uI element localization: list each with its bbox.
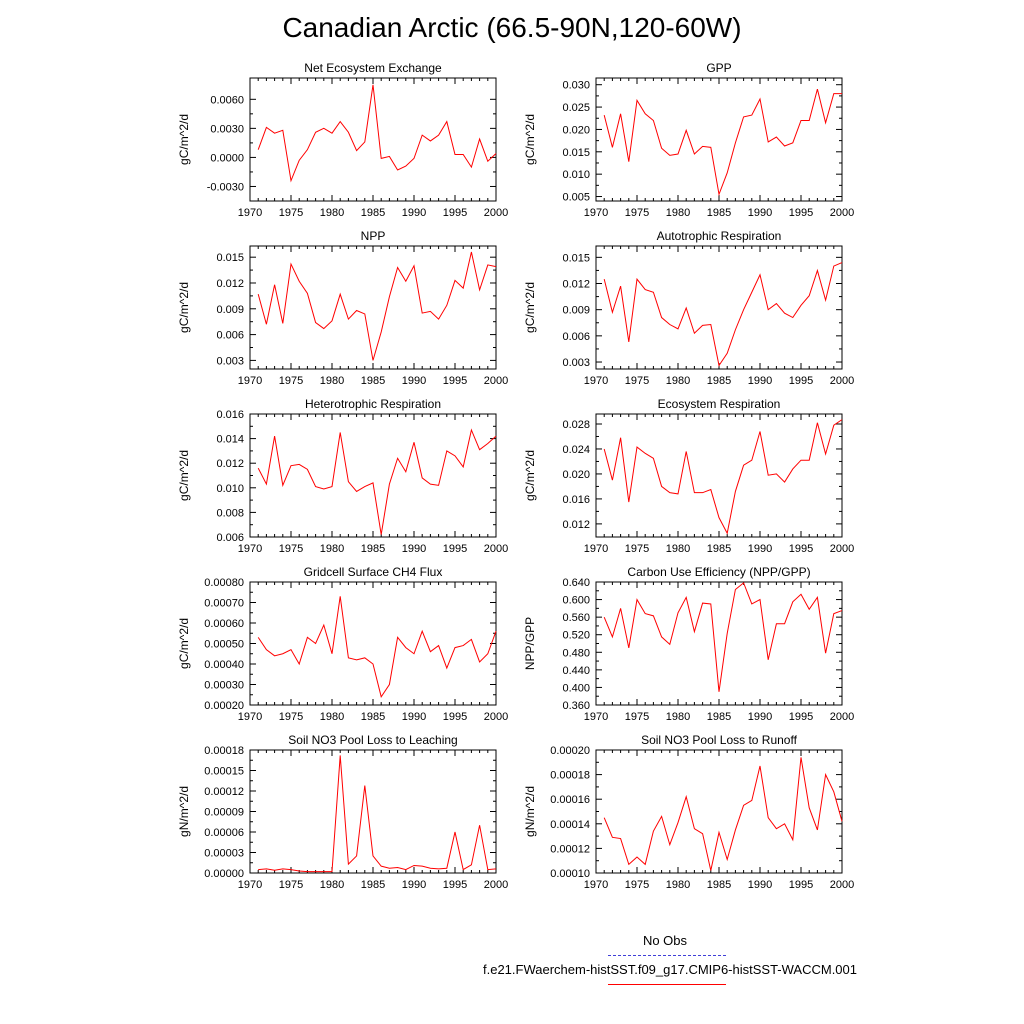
y-tick-label: 0.00020: [204, 700, 244, 712]
y-axis-label: gC/m^2/d: [523, 114, 537, 165]
series-line: [258, 755, 496, 871]
x-tick-label: 1970: [237, 543, 263, 555]
panel-title: Carbon Use Efficiency (NPP/GPP): [627, 565, 811, 579]
x-tick-label: 1975: [624, 711, 650, 723]
y-tick-label: 0.520: [562, 629, 590, 642]
y-tick-label: 0.012: [216, 458, 244, 471]
y-axis-label: gC/m^2/d: [177, 282, 191, 333]
y-axis-label: gC/m^2/d: [177, 618, 191, 669]
plot-frame: [250, 246, 496, 369]
x-tick-label: 1985: [706, 711, 732, 723]
x-tick-label: 1980: [665, 543, 691, 555]
x-tick-label: 1980: [319, 711, 345, 723]
panel-title: NPP: [360, 229, 386, 243]
series-line: [258, 596, 496, 696]
chart-panel-8: [523, 565, 854, 723]
y-tick-label: 0.016: [216, 409, 244, 421]
y-axis-label: gN/m^2/d: [177, 786, 191, 837]
y-tick-label: 0.00018: [550, 769, 590, 782]
y-tick-label: 0.00018: [204, 745, 244, 757]
plot-frame: [596, 78, 842, 201]
legend-model-line: [608, 984, 726, 985]
y-tick-label: 0.00012: [550, 843, 590, 856]
x-tick-label: 1975: [624, 543, 650, 555]
panel-title: Soil NO3 Pool Loss to Runoff: [641, 733, 797, 747]
x-tick-label: 1985: [360, 375, 386, 387]
x-tick-label: 1985: [706, 375, 732, 387]
series-line: [604, 583, 842, 692]
y-tick-label: 0.00030: [204, 679, 244, 692]
chart-panel-6: [523, 397, 854, 555]
y-tick-label: 0.00016: [550, 794, 590, 807]
x-tick-label: 1985: [360, 207, 386, 219]
y-tick-label: 0.00012: [204, 786, 244, 798]
x-tick-label: 1975: [278, 879, 304, 891]
plot-frame: [250, 78, 496, 201]
y-tick-label: 0.003: [216, 355, 244, 368]
x-tick-label: 2000: [829, 207, 855, 219]
x-tick-label: 1970: [237, 879, 263, 891]
x-tick-label: 2000: [829, 375, 855, 387]
y-tick-label: 0.010: [562, 169, 590, 182]
y-axis-label: gC/m^2/d: [523, 450, 537, 501]
y-tick-label: 0.015: [562, 252, 590, 265]
y-tick-label: 0.00070: [204, 597, 244, 610]
y-tick-label: 0.00000: [204, 868, 244, 880]
y-tick-label: 0.012: [562, 278, 590, 291]
x-tick-label: 1990: [747, 543, 773, 555]
x-tick-label: 1970: [583, 375, 609, 387]
x-tick-label: 1995: [442, 711, 468, 723]
x-tick-label: 1990: [747, 879, 773, 891]
x-tick-label: 1975: [278, 375, 304, 387]
x-tick-label: 1970: [583, 711, 609, 723]
y-tick-label: 0.00015: [204, 765, 244, 778]
legend-obs-label: No Obs: [642, 933, 688, 948]
y-tick-label: 0.006: [216, 532, 244, 544]
x-tick-label: 1995: [788, 375, 814, 387]
legend-obs-line: [608, 955, 726, 956]
y-tick-label: 0.016: [562, 493, 590, 506]
y-axis-label: gC/m^2/d: [523, 282, 537, 333]
y-tick-label: 0.006: [562, 330, 590, 343]
x-tick-label: 1975: [624, 207, 650, 219]
y-tick-label: 0.012: [216, 277, 244, 290]
x-tick-label: 1985: [706, 543, 732, 555]
y-tick-label: 0.015: [216, 252, 244, 265]
y-tick-label: 0.012: [562, 518, 590, 531]
x-tick-label: 1975: [624, 879, 650, 891]
y-tick-label: 0.025: [562, 102, 590, 115]
panel-title: GPP: [706, 61, 732, 75]
x-tick-label: 1980: [319, 543, 345, 555]
plot-frame: [596, 750, 842, 873]
y-tick-label: 0.009: [216, 303, 244, 316]
y-tick-label: 0.00060: [204, 618, 244, 630]
y-tick-label: 0.009: [562, 304, 590, 317]
y-tick-label: 0.00006: [204, 827, 244, 839]
y-tick-label: 0.640: [562, 577, 590, 589]
chart-panel-9: [177, 733, 508, 891]
chart-panel-2: [523, 61, 854, 219]
series-line: [604, 89, 842, 194]
y-tick-label: 0.360: [562, 700, 590, 712]
y-tick-label: 0.0000: [210, 152, 244, 165]
x-tick-label: 1995: [788, 879, 814, 891]
x-tick-label: 1975: [278, 207, 304, 219]
y-tick-label: 0.008: [216, 507, 244, 520]
x-tick-label: 2000: [483, 207, 509, 219]
y-tick-label: 0.480: [562, 647, 590, 660]
y-tick-label: 0.600: [562, 594, 590, 607]
x-tick-label: 1985: [360, 879, 386, 891]
x-tick-label: 1990: [401, 207, 427, 219]
x-tick-label: 2000: [483, 375, 509, 387]
x-tick-label: 1990: [401, 543, 427, 555]
y-tick-label: 0.024: [562, 443, 590, 456]
y-tick-label: 0.00080: [204, 577, 244, 589]
chart-panel-5: [177, 397, 508, 555]
x-tick-label: 1995: [788, 207, 814, 219]
chart-panel-7: [177, 565, 508, 723]
y-axis-label: gN/m^2/d: [523, 786, 537, 837]
y-tick-label: 0.014: [216, 433, 244, 446]
figure-title: Canadian Arctic (66.5-90N,120-60W): [282, 12, 742, 43]
x-tick-label: 1980: [319, 375, 345, 387]
x-tick-label: 1980: [665, 711, 691, 723]
y-tick-label: 0.00050: [204, 638, 244, 651]
x-tick-label: 1970: [237, 207, 263, 219]
y-tick-label: 0.006: [216, 329, 244, 342]
x-tick-label: 1970: [583, 543, 609, 555]
y-tick-label: 0.028: [562, 418, 590, 431]
x-tick-label: 2000: [829, 711, 855, 723]
x-tick-label: 2000: [483, 879, 509, 891]
x-tick-label: 1990: [747, 375, 773, 387]
x-tick-label: 1980: [665, 879, 691, 891]
x-tick-label: 1980: [665, 375, 691, 387]
x-tick-label: 1985: [360, 543, 386, 555]
plot-frame: [250, 582, 496, 705]
legend-model-label: f.e21.FWaerchem-histSST.f09_g17.CMIP6-histSST-WACCM.001: [483, 962, 857, 977]
series-line: [604, 420, 842, 534]
y-tick-label: 0.0060: [210, 94, 244, 107]
x-tick-label: 1970: [583, 207, 609, 219]
x-tick-label: 2000: [829, 879, 855, 891]
x-tick-label: 1980: [665, 207, 691, 219]
chart-panel-1: [177, 61, 508, 219]
y-tick-label: 0.005: [562, 191, 590, 204]
x-tick-label: 1970: [237, 375, 263, 387]
x-tick-label: 1990: [401, 375, 427, 387]
y-tick-label: 0.560: [562, 612, 590, 625]
y-tick-label: 0.00010: [550, 868, 590, 880]
series-line: [258, 252, 496, 360]
x-tick-label: 1995: [442, 207, 468, 219]
series-line: [258, 85, 496, 181]
x-tick-label: 1995: [442, 879, 468, 891]
x-tick-label: 1970: [583, 879, 609, 891]
y-tick-label: 0.00009: [204, 806, 244, 819]
x-tick-label: 1980: [319, 879, 345, 891]
y-tick-label: 0.030: [562, 79, 590, 92]
y-tick-label: -0.0030: [206, 181, 244, 194]
panel-title: Gridcell Surface CH4 Flux: [303, 565, 443, 579]
x-tick-label: 1985: [360, 711, 386, 723]
y-tick-label: 0.00040: [204, 659, 244, 671]
x-tick-label: 1990: [401, 879, 427, 891]
y-tick-label: 0.003: [562, 357, 590, 370]
series-line: [604, 263, 842, 366]
chart-panel-10: [523, 733, 854, 891]
series-line: [604, 757, 842, 870]
y-axis-label: gC/m^2/d: [177, 450, 191, 501]
y-tick-label: 0.00020: [550, 745, 590, 757]
x-tick-label: 2000: [829, 543, 855, 555]
panel-title: Heterotrophic Respiration: [304, 397, 442, 411]
x-tick-label: 1975: [278, 543, 304, 555]
x-tick-label: 1995: [788, 543, 814, 555]
y-tick-label: 0.020: [562, 468, 590, 481]
y-tick-label: 0.010: [216, 482, 244, 495]
chart-panel-4: [523, 229, 854, 387]
x-tick-label: 1980: [319, 207, 345, 219]
panel-title: Autotrophic Respiration: [656, 229, 782, 243]
x-tick-label: 1975: [624, 375, 650, 387]
panel-title: Ecosystem Respiration: [657, 397, 781, 411]
chart-panel-3: [177, 229, 508, 387]
y-tick-label: 0.00003: [204, 847, 244, 860]
panel-title: Soil NO3 Pool Loss to Leaching: [288, 733, 458, 747]
y-tick-label: 0.440: [562, 664, 590, 677]
y-tick-label: 0.015: [562, 146, 590, 159]
x-tick-label: 1985: [706, 879, 732, 891]
y-axis-label: gC/m^2/d: [177, 114, 191, 165]
series-line: [258, 430, 496, 535]
x-tick-label: 1995: [442, 543, 468, 555]
x-tick-label: 1995: [442, 375, 468, 387]
x-tick-label: 1985: [706, 207, 732, 219]
x-tick-label: 1995: [788, 711, 814, 723]
x-tick-label: 1970: [237, 711, 263, 723]
y-tick-label: 0.020: [562, 124, 590, 137]
y-tick-label: 0.00014: [550, 818, 590, 831]
y-axis-label: NPP/GPP: [523, 616, 537, 671]
y-tick-label: 0.0030: [210, 123, 244, 136]
x-tick-label: 1990: [747, 711, 773, 723]
x-tick-label: 1990: [747, 207, 773, 219]
x-tick-label: 1975: [278, 711, 304, 723]
y-tick-label: 0.400: [562, 682, 590, 695]
x-tick-label: 2000: [483, 543, 509, 555]
x-tick-label: 1990: [401, 711, 427, 723]
panel-title: Net Ecosystem Exchange: [304, 61, 442, 75]
x-tick-label: 2000: [483, 711, 509, 723]
